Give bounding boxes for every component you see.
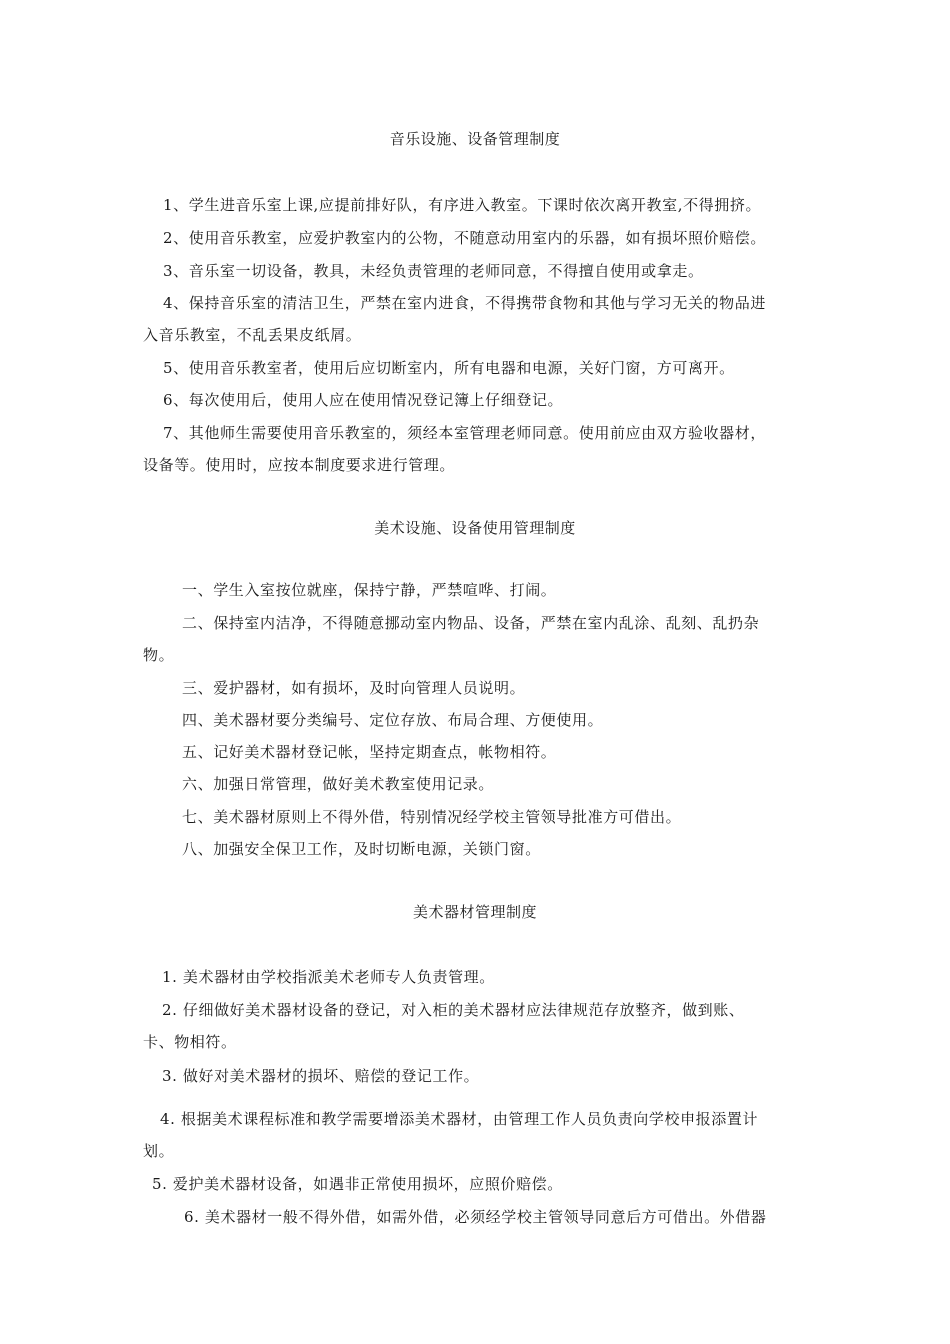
art-facility-rule-3: 三、爱护器材，如有损坏，及时向管理人员说明。 [182, 679, 526, 697]
art-facility-rule-1: 一、学生入室按位就座，保持宁静，严禁喧哗、打闹。 [182, 581, 557, 599]
music-rule-7-cont: 设备等。使用时，应按本制度要求进行管理。 [143, 456, 456, 474]
music-rule-2: 2、使用音乐教室，应爱护教室内的公物，不随意动用室内的乐器，如有损坏照价赔偿。 [163, 229, 766, 247]
music-rule-5: 5、使用音乐教室者，使用后应切断室内，所有电器和电源，关好门窗，方可离开。 [163, 359, 735, 377]
art-equipment-rule-6: 6. 美术器材一般不得外借，如需外借，必须经学校主管领导同意后方可借出。外借器 [184, 1208, 767, 1226]
music-rule-7: 7、其他师生需要使用音乐教室的，须经本室管理老师同意。使用前应由双方验收器材， [163, 424, 766, 442]
art-equipment-rule-1: 1. 美术器材由学校指派美术老师专人负责管理。 [162, 968, 495, 986]
art-facility-rule-5: 五、记好美术器材登记帐，坚持定期查点，帐物相符。 [182, 743, 557, 761]
section-title-music: 音乐设施、设备管理制度 [389, 130, 561, 148]
art-equipment-rule-2-cont: 卡、物相符。 [143, 1033, 237, 1051]
art-facility-rule-7: 七、美术器材原则上不得外借，特别情况经学校主管领导批准方可借出。 [182, 808, 682, 826]
art-equipment-rule-4: 4. 根据美术课程标准和教学需要增添美术器材，由管理工作人员负责向学校申报添置计 [160, 1110, 759, 1128]
art-facility-rule-2-cont: 物。 [143, 646, 175, 664]
music-rule-4-cont: 入音乐教室，不乱丢果皮纸屑。 [143, 326, 362, 344]
art-facility-rule-2: 二、保持室内洁净，不得随意挪动室内物品、设备，严禁在室内乱涂、乱刻、乱扔杂 [182, 614, 760, 632]
art-facility-rule-6: 六、加强日常管理，做好美术教室使用记录。 [182, 775, 495, 793]
art-facility-rule-4: 四、美术器材要分类编号、定位存放、布局合理、方便使用。 [182, 711, 604, 729]
art-equipment-rule-3: 3. 做好对美术器材的损坏、赔偿的登记工作。 [162, 1067, 480, 1085]
music-rule-1: 1、学生进音乐室上课,应提前排好队，有序进入教室。下课时依次离开教室,不得拥挤。 [163, 196, 762, 214]
art-facility-rule-8: 八、加强安全保卫工作，及时切断电源，关锁门窗。 [182, 840, 541, 858]
music-rule-3: 3、音乐室一切设备，教具，未经负责管理的老师同意，不得擅自使用或拿走。 [163, 262, 704, 280]
art-equipment-rule-5: 5. 爱护美术器材设备，如遇非正常使用损坏，应照价赔偿。 [152, 1175, 563, 1193]
art-equipment-rule-4-cont: 划。 [143, 1142, 175, 1160]
section-title-art-facilities: 美术设施、设备使用管理制度 [374, 519, 576, 537]
section-title-art-equipment: 美术器材管理制度 [412, 903, 537, 921]
art-equipment-rule-2: 2. 仔细做好美术器材设备的登记，对入柜的美术器材应法律规范存放整齐，做到账、 [162, 1001, 745, 1019]
music-rule-4: 4、保持音乐室的清洁卫生，严禁在室内进食，不得携带食物和其他与学习无关的物品进 [163, 294, 766, 312]
music-rule-6: 6、每次使用后，使用人应在使用情况登记簿上仔细登记。 [163, 391, 564, 409]
